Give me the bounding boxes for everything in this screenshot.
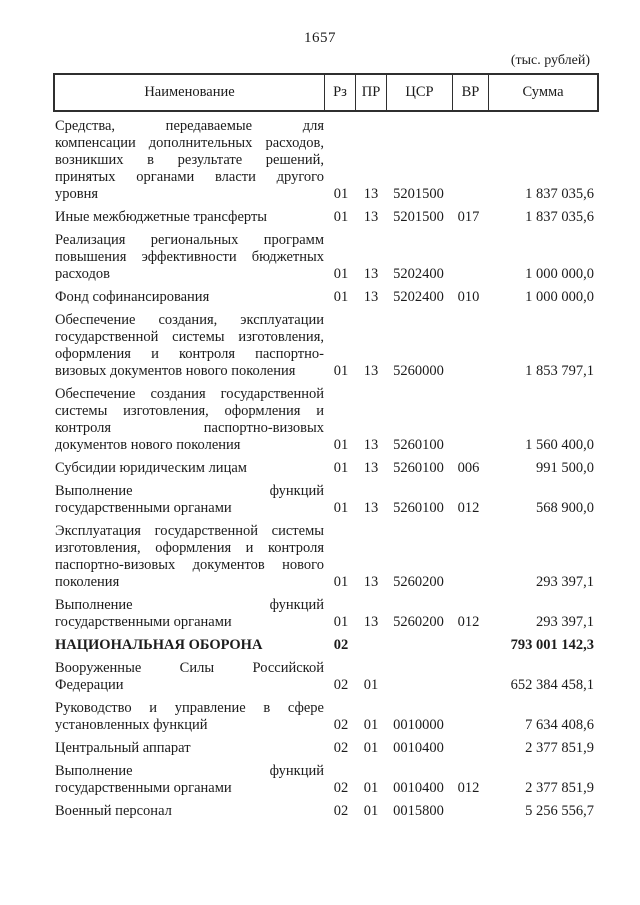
rz-cell: 01 <box>333 460 349 476</box>
pr-cell: 13 <box>363 363 379 379</box>
name-line: расходов <box>55 266 110 282</box>
name-line: Руководство и управление в сфере <box>55 700 324 716</box>
name-cell <box>53 520 326 594</box>
sum-cell: 1 560 400,0 <box>525 437 594 453</box>
vr-cell <box>451 309 486 383</box>
rz-cell: 01 <box>333 363 349 379</box>
table-row <box>53 206 599 229</box>
rz-cell: 02 <box>333 677 349 693</box>
name-cell <box>53 286 326 309</box>
rz-cell: 02 <box>333 717 349 733</box>
vr-cell: 010 <box>457 289 480 305</box>
name-line: повышения эффективности бюджетных <box>55 249 324 265</box>
sum-cell: 991 500,0 <box>536 460 594 476</box>
name-cell <box>53 480 326 520</box>
name-line: визовых документов нового поколения <box>55 363 296 379</box>
name-cell <box>53 800 326 823</box>
sum-cell: 2 377 851,9 <box>525 740 594 756</box>
name-line: Выполнение функций <box>55 763 324 779</box>
table-row <box>53 480 599 520</box>
pr-cell: 13 <box>363 209 379 225</box>
table-row <box>53 383 599 457</box>
csr-cell <box>386 634 451 657</box>
name-cell <box>53 634 326 657</box>
vr-cell <box>451 115 486 206</box>
table-row <box>53 457 599 480</box>
pr-cell: 13 <box>363 437 379 453</box>
vr-cell: 012 <box>457 780 480 796</box>
table-row <box>53 737 599 760</box>
name-line: Вооруженные Силы Российской <box>55 660 324 676</box>
page-number: 1657 <box>304 30 336 46</box>
name-line: Иные межбюджетные трансферты <box>55 209 268 225</box>
sum-cell: 568 900,0 <box>536 500 594 516</box>
column-header-vr: ВР <box>452 75 488 110</box>
vr-cell <box>451 229 486 286</box>
csr-cell: 5201500 <box>393 186 444 202</box>
pr-cell: 13 <box>363 460 379 476</box>
csr-cell: 0010400 <box>393 740 444 756</box>
vr-cell <box>451 697 486 737</box>
name-line: оформления и контроля паспортно- <box>55 346 324 362</box>
column-header-name: Наименование <box>144 84 235 100</box>
rz-cell: 02 <box>333 803 349 819</box>
name-line: Центральный аппарат <box>55 740 191 756</box>
pr-cell: 01 <box>363 677 379 693</box>
csr-cell: 5260100 <box>393 500 444 516</box>
sum-cell: 293 397,1 <box>536 574 594 590</box>
csr-cell: 0010400 <box>393 780 444 796</box>
rz-cell: 02 <box>333 780 349 796</box>
csr-cell: 5202400 <box>393 266 444 282</box>
pr-cell: 13 <box>363 289 379 305</box>
table-body <box>53 115 599 823</box>
rz-cell: 01 <box>333 437 349 453</box>
sum-cell: 1 853 797,1 <box>525 363 594 379</box>
name-cell <box>53 115 326 206</box>
pr-cell: 01 <box>363 780 379 796</box>
column-header-sum: Сумма <box>488 75 597 110</box>
rz-cell: 02 <box>333 637 349 653</box>
csr-cell: 5260000 <box>393 363 444 379</box>
pr-cell: 01 <box>363 740 379 756</box>
table-row <box>53 229 599 286</box>
table-row <box>53 115 599 206</box>
name-cell <box>53 229 326 286</box>
vr-cell <box>451 383 486 457</box>
csr-cell: 0015800 <box>393 803 444 819</box>
name-cell <box>53 760 326 800</box>
name-cell <box>53 594 326 634</box>
name-line: Военный персонал <box>55 803 172 819</box>
sum-cell: 1 000 000,0 <box>525 289 594 305</box>
name-line: паспортно-визовых документов нового <box>55 557 324 573</box>
pr-cell: 01 <box>363 717 379 733</box>
name-line: уровня <box>55 186 99 202</box>
table-row <box>53 520 599 594</box>
column-header-pr: ПР <box>355 75 386 110</box>
pr-cell: 13 <box>363 500 379 516</box>
pr-cell: 13 <box>363 574 379 590</box>
vr-cell <box>451 800 486 823</box>
name-line: НАЦИОНАЛЬНАЯ ОБОРОНА <box>55 637 263 653</box>
sum-cell: 2 377 851,9 <box>525 780 594 796</box>
sum-cell: 1 837 035,6 <box>525 186 594 202</box>
sum-cell: 1 837 035,6 <box>525 209 594 225</box>
pr-cell: 13 <box>363 266 379 282</box>
table-row <box>53 309 599 383</box>
sum-cell: 793 001 142,3 <box>510 637 594 653</box>
name-cell <box>53 206 326 229</box>
vr-cell: 012 <box>457 500 480 516</box>
name-line: поколения <box>55 574 120 590</box>
name-cell <box>53 657 326 697</box>
csr-cell: 0010000 <box>393 717 444 733</box>
csr-cell: 5260200 <box>393 614 444 630</box>
name-line: системы изготовления, оформления и <box>55 403 324 419</box>
rz-cell: 02 <box>333 740 349 756</box>
rz-cell: 01 <box>333 574 349 590</box>
vr-cell <box>451 634 486 657</box>
column-header-rz: Рз <box>324 75 355 110</box>
pr-cell: 13 <box>363 186 379 202</box>
name-line: государственной системы изготовления, <box>55 329 324 345</box>
name-line: Фонд софинансирования <box>55 289 210 305</box>
pr-cell: 01 <box>363 803 379 819</box>
rz-cell: 01 <box>333 289 349 305</box>
rz-cell: 01 <box>333 209 349 225</box>
units-note: (тыс. рублей) <box>510 53 590 68</box>
name-line: Средства, передаваемые для <box>55 118 324 134</box>
name-line: государственными органами <box>55 614 232 630</box>
rz-cell: 01 <box>333 500 349 516</box>
vr-cell: 017 <box>457 209 480 225</box>
table-row <box>53 286 599 309</box>
pr-cell: 13 <box>363 614 379 630</box>
name-cell <box>53 697 326 737</box>
name-line: документов нового поколения <box>55 437 241 453</box>
name-cell <box>53 457 326 480</box>
name-cell <box>53 309 326 383</box>
sum-cell: 293 397,1 <box>536 614 594 630</box>
csr-cell: 5260100 <box>393 437 444 453</box>
column-header-csr: ЦСР <box>386 75 452 110</box>
csr-cell: 5202400 <box>393 289 444 305</box>
name-line: Реализация региональных программ <box>55 232 324 248</box>
table-row <box>53 760 599 800</box>
rz-cell: 01 <box>333 614 349 630</box>
csr-cell <box>386 657 451 697</box>
name-line: государственными органами <box>55 780 232 796</box>
name-line: Выполнение функций <box>55 597 324 613</box>
name-line: Обеспечение создания, эксплуатации <box>55 312 324 328</box>
vr-cell: 006 <box>457 460 480 476</box>
rz-cell: 01 <box>333 266 349 282</box>
table-row <box>53 657 599 697</box>
vr-cell <box>451 737 486 760</box>
vr-cell: 012 <box>457 614 480 630</box>
sum-cell: 652 384 458,1 <box>510 677 594 693</box>
pr-cell <box>356 634 386 657</box>
sum-cell: 5 256 556,7 <box>525 803 594 819</box>
name-line: изготовления, оформления и контроля <box>55 540 324 556</box>
name-line: Обеспечение создания государственной <box>55 386 324 402</box>
vr-cell <box>451 657 486 697</box>
name-line: Эксплуатация государственной системы <box>55 523 324 539</box>
name-line: государственными органами <box>55 500 232 516</box>
table-row <box>53 800 599 823</box>
csr-cell: 5201500 <box>393 209 444 225</box>
table-row <box>53 634 599 657</box>
table-header-row <box>53 73 599 112</box>
name-line: Выполнение функций <box>55 483 324 499</box>
name-line: установленных функций <box>55 717 208 733</box>
csr-cell: 5260100 <box>393 460 444 476</box>
name-line: компенсации дополнительных расходов, <box>55 135 324 151</box>
name-line: принятых органами власти другого <box>55 169 324 185</box>
csr-cell: 5260200 <box>393 574 444 590</box>
sum-cell: 1 000 000,0 <box>525 266 594 282</box>
name-line: Субсидии юридическим лицам <box>55 460 247 476</box>
name-cell <box>53 383 326 457</box>
name-line: возникших в результате решений, <box>55 152 324 168</box>
sum-cell: 7 634 408,6 <box>525 717 594 733</box>
name-cell <box>53 737 326 760</box>
rz-cell: 01 <box>333 186 349 202</box>
budget-table <box>53 73 594 823</box>
vr-cell <box>451 520 486 594</box>
name-line: Федерации <box>55 677 124 693</box>
table-row <box>53 594 599 634</box>
name-line: контроля паспортно-визовых <box>55 420 324 436</box>
table-row <box>53 697 599 737</box>
